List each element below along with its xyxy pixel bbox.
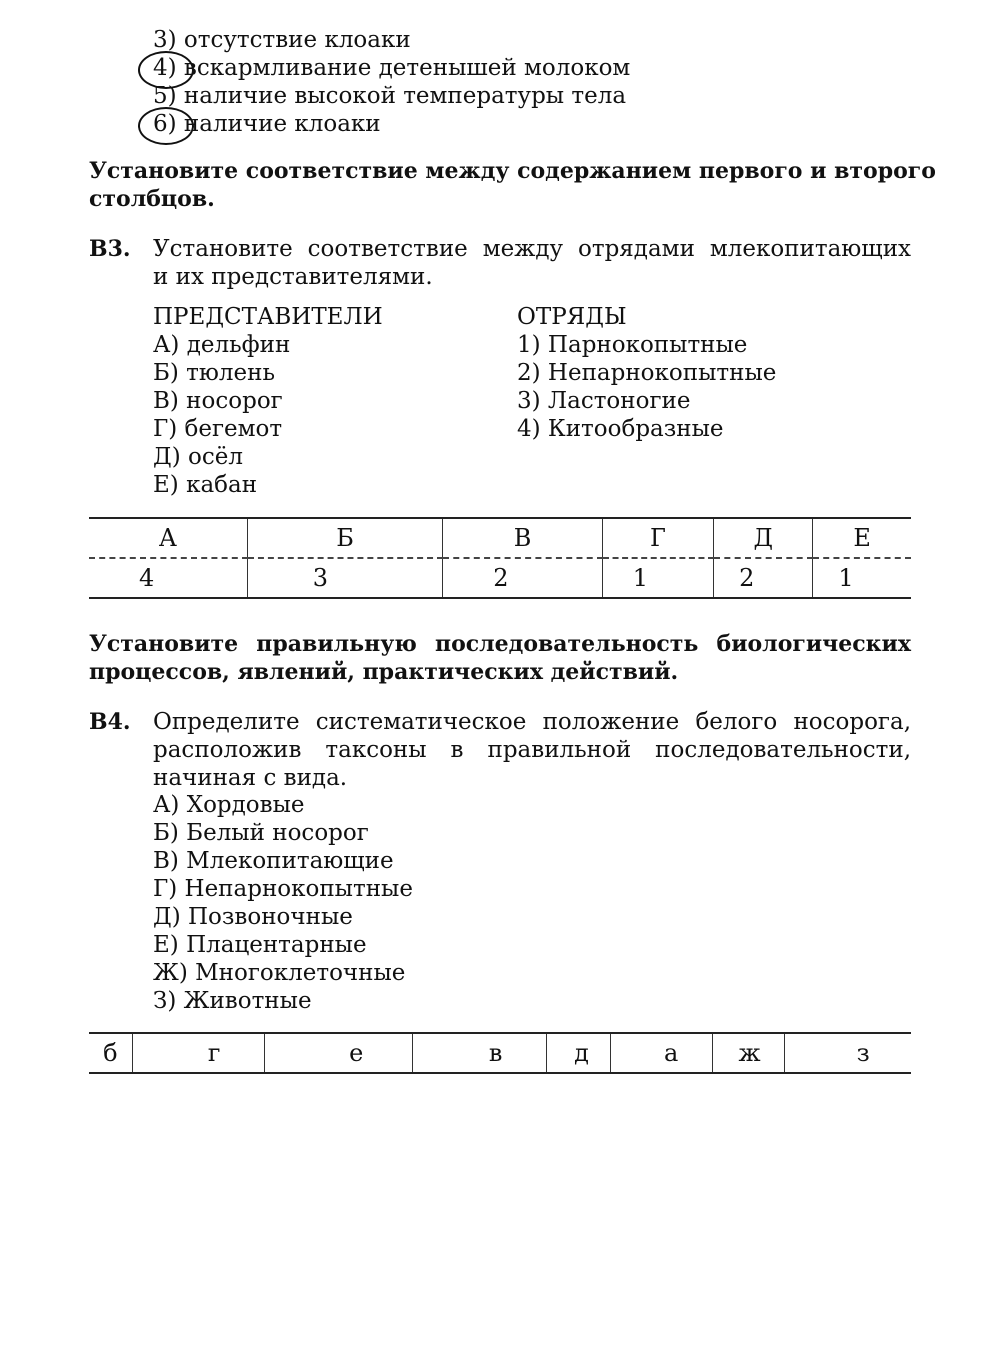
order-item: 4) Китообразные (517, 416, 724, 442)
answer-sequence-row (89, 1033, 911, 1073)
taxon-item: Б) Белый носорог (153, 820, 369, 846)
answer-cell[interactable]: 1 (813, 558, 911, 598)
taxon-item: Ж) Многоклеточные (153, 960, 406, 986)
answer-cell[interactable]: 2 (443, 558, 602, 598)
sequence-cell[interactable]: д (547, 1033, 610, 1073)
answer-table-b3 (89, 517, 911, 599)
representative-item: Б) тюлень (153, 360, 276, 386)
option-text: наличие высокой температуры тела (183, 83, 627, 109)
representative-item: А) дельфин (153, 332, 291, 358)
option-number: 4) (153, 55, 177, 81)
answer-table-b4 (89, 1032, 911, 1074)
representative-item: В) носорог (153, 388, 283, 414)
sequence-cell[interactable]: е (264, 1033, 412, 1073)
answer-header-cell: Г (602, 518, 713, 558)
sequence-cell[interactable]: в (412, 1033, 547, 1073)
order-item: 3) Ластоногие (517, 388, 691, 414)
answer-header-cell: Е (813, 518, 911, 558)
answer-header-cell: В (443, 518, 602, 558)
option-text: отсутствие клоаки (183, 27, 411, 53)
order-item: 2) Непарнокопытные (517, 360, 777, 386)
option-number: 5) (153, 83, 177, 109)
taxon-item: Г) Непарнокопытные (153, 876, 413, 902)
answer-header-cell: Д (714, 518, 813, 558)
answer-table-header-row (89, 518, 911, 558)
question-b4-text-end: начиная с вида. (153, 765, 348, 791)
taxon-item: З) Животные (153, 988, 312, 1014)
answer-table-value-row (89, 558, 911, 598)
sequence-cell[interactable]: б (103, 1039, 118, 1067)
representative-item: Г) бегемот (153, 416, 283, 442)
answer-cell[interactable]: 4 (139, 564, 155, 592)
sequence-cell[interactable]: ж (712, 1033, 785, 1073)
option-4 (153, 54, 630, 82)
column-header-representatives: ПРЕДСТАВИТЕЛИ (153, 304, 383, 330)
column-header-orders: ОТРЯДЫ (517, 304, 627, 330)
sequence-cell[interactable]: з (785, 1033, 911, 1073)
question-b4-text: Определите систематическое положение белого носорога, (153, 709, 911, 735)
option-5 (153, 82, 626, 110)
answer-header-cell: А (89, 518, 247, 558)
answer-cell[interactable]: 3 (247, 558, 443, 598)
order-item: 1) Парнокопытные (517, 332, 748, 358)
answer-cell[interactable]: 2 (714, 558, 813, 598)
option-number: 3) (153, 27, 177, 53)
question-b3-text: Установите соответствие между отрядами млекопитающих (153, 236, 911, 262)
option-text: наличие клоаки (183, 111, 381, 137)
taxon-item: А) Хордовые (153, 792, 305, 818)
option-3 (153, 26, 411, 54)
taxon-item: Д) Позвоночные (153, 904, 353, 930)
taxon-item: Е) Плацентарные (153, 932, 367, 958)
section-heading-sequence: Установите правильную последовательность биологических (89, 631, 911, 657)
question-label-b3: В3. (89, 236, 131, 262)
section-heading-match-cont: столбцов. (89, 186, 215, 212)
sequence-cell[interactable]: а (610, 1033, 712, 1073)
answer-circle-mark (138, 107, 194, 145)
section-heading-sequence-cont: процессов, явлений, практических действий. (89, 659, 679, 685)
question-b3-text-cont: и их представителями. (153, 264, 433, 290)
section-heading-match: Установите соответствие между содержанием первого и второго (89, 158, 936, 184)
answer-header-cell: Б (247, 518, 443, 558)
representative-item: Д) осёл (153, 444, 243, 470)
representative-item: Е) кабан (153, 472, 258, 498)
question-label-b4: В4. (89, 709, 131, 735)
taxon-item: В) Млекопитающие (153, 848, 394, 874)
question-b4-text-cont: расположив таксоны в правильной последовательности, (153, 737, 911, 763)
option-text: вскармливание детенышей молоком (183, 55, 631, 81)
option-number: 6) (153, 111, 177, 137)
answer-cell[interactable]: 1 (602, 558, 713, 598)
sequence-cell[interactable]: г (132, 1033, 264, 1073)
